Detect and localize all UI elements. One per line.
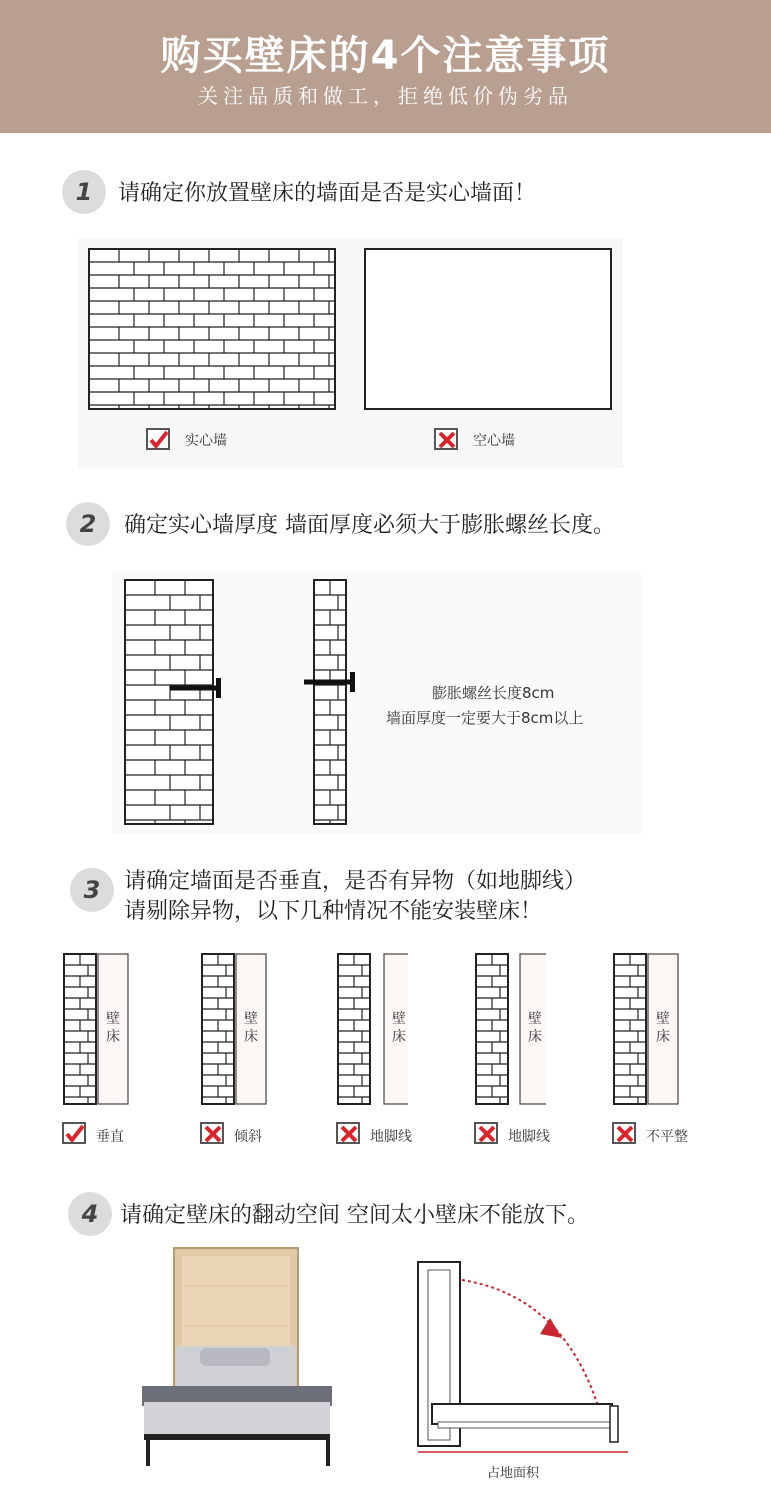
hollow-wall-label: 空心墙 — [473, 433, 515, 449]
case-label: 地脚线 — [508, 1129, 550, 1145]
wall-thickness-note: 墙面厚度一定要大于8cm以上 — [386, 709, 584, 727]
page-subtitle: 关注品质和做工，拒绝低价伪劣品 — [198, 84, 573, 108]
page-title: 购买壁床的4个注意事项 — [160, 33, 611, 79]
cross-icon — [200, 1122, 224, 1144]
solid-wall-illustration — [88, 248, 338, 412]
floor-area-label: 占地面积 — [487, 1466, 540, 1481]
case-label: 不平整 — [646, 1129, 688, 1145]
case-label: 倾斜 — [234, 1129, 262, 1145]
step-4-text: 请确定壁床的翻动空间 空间太小壁床不能放下。 — [120, 1203, 589, 1228]
step-2-text: 确定实心墙厚度 墙面厚度必须大于膨胀螺丝长度。 — [124, 513, 615, 538]
thick-wall-illustration — [120, 578, 230, 828]
wall-bed-photo — [140, 1246, 340, 1476]
case-wall-diagram — [62, 952, 134, 1108]
case-bed-label: 壁床 — [106, 1011, 120, 1045]
header-banner — [0, 0, 771, 133]
step-1-text: 请确定你放置壁床的墙面是否是实心墙面！ — [118, 181, 537, 206]
step-number-3: 3 — [70, 868, 114, 912]
case-bed-label: 壁床 — [528, 1011, 542, 1045]
step-3-text-line2: 请剔除异物，以下几种情况不能安装壁床！ — [124, 899, 543, 924]
case-bed-label: 壁床 — [392, 1011, 406, 1045]
thin-wall-illustration — [300, 578, 370, 828]
check-icon — [62, 1122, 86, 1144]
cross-icon — [474, 1122, 498, 1144]
case-bed-label: 壁床 — [244, 1011, 258, 1045]
cross-icon — [434, 428, 458, 450]
case-wall-diagram — [612, 952, 684, 1108]
fold-space-diagram — [412, 1256, 632, 1476]
cross-icon — [612, 1122, 636, 1144]
case-wall-diagram — [200, 952, 272, 1108]
step-3-text-line1: 请确定墙面是否垂直，是否有异物（如地脚线） — [124, 869, 587, 894]
bolt-length-note: 膨胀螺丝长度8cm — [432, 684, 555, 702]
check-icon — [146, 428, 170, 450]
step-number-1: 1 — [62, 170, 106, 214]
step-number-2: 2 — [66, 502, 110, 546]
case-label: 垂直 — [96, 1129, 124, 1145]
case-bed-label: 壁床 — [656, 1011, 670, 1045]
cross-icon — [336, 1122, 360, 1144]
step-number-4: 4 — [68, 1192, 112, 1236]
solid-wall-label: 实心墙 — [185, 433, 227, 449]
hollow-wall-illustration — [364, 248, 614, 412]
case-label: 地脚线 — [370, 1129, 412, 1145]
